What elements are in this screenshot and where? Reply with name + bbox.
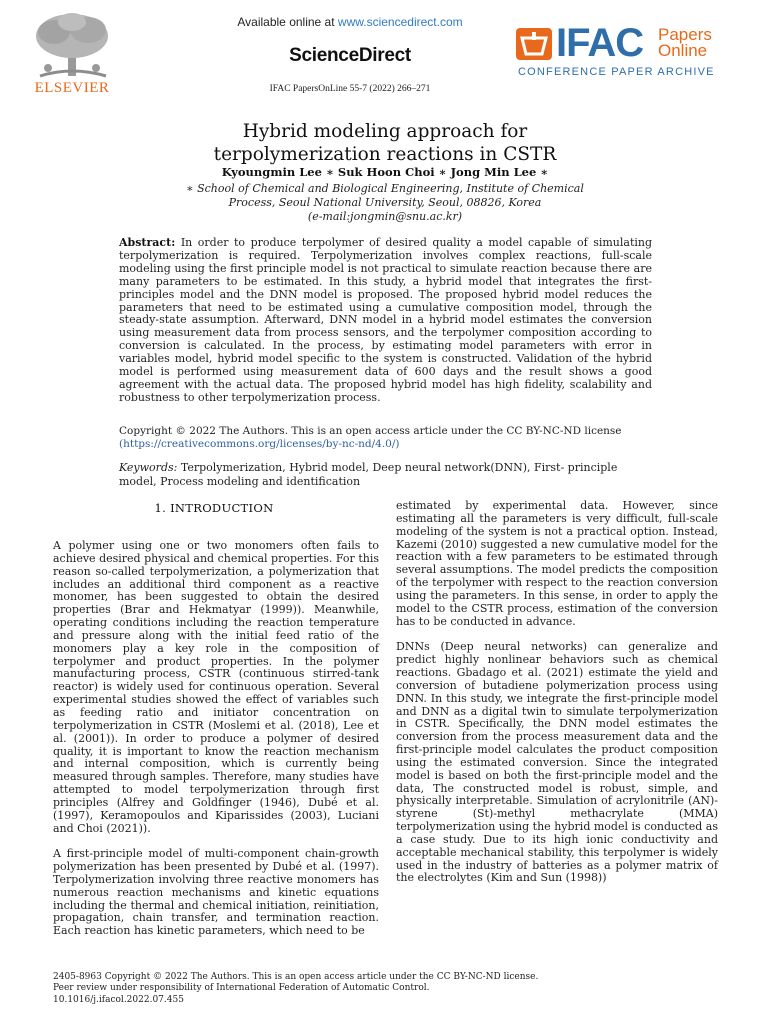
license-link[interactable]: (https://creativecommons.org/licenses/by-nc-nd/4.0/) [119,438,400,450]
conference-paper-archive-text: CONFERENCE PAPER ARCHIVE [518,66,715,78]
affiliation-line-2: Process, Seoul National University, Seoul, 08826, Korea [228,196,542,209]
ifac-papers-word: Papers [658,25,712,44]
page-footer [53,972,713,1006]
section-heading-introduction: 1. INTRODUCTION [154,501,274,515]
keywords [119,461,652,488]
footer-copyright: 2405-8963 Copyright © 2022 The Authors. This is an open access article under the CC BY-NC-ND license. [53,972,539,982]
ifac-emblem-icon [516,28,552,60]
sciencedirect-brand: ScienceDirect [289,45,411,66]
elsevier-wordmark: ELSEVIER [34,80,110,96]
affiliation-line-1: ∗ School of Chemical and Biological Engineering, Institute of Chemical [186,182,584,195]
affiliation [100,182,670,224]
abstract [119,237,652,405]
abstract-label: Abstract: [119,236,176,249]
keywords-text: Terpolymerization, Hybrid model, Deep neural network(DNN), First- principle model, Process modeling and identification [119,461,618,488]
author-list: Kyoungmin Lee ∗ Suk Hoon Choi ∗ Jong Min Lee ∗ [221,165,549,179]
paragraph: estimated by experimental data. However, since estimating all the parameters is very difficult, full-scale modeling of the system is not a practical option. Instead, Kazemi (2010) suggested a new cumulative model for the reaction with a few parameters to be estimated through several assumptions. The model predicts the composition of the terpolymer with respect to the reaction conversion using the parameters. In this sense, in order to apply the model to the CSTR process, estimation of the conversion has to be conducted in advance. [396,499,718,628]
ifac-wordmark: IFAC [556,21,644,65]
footer-doi[interactable]: 10.1016/j.ifacol.2022.07.455 [53,994,184,1005]
affiliation-email: (e-mail:jongmin@snu.ac.kr) [307,210,463,223]
copyright-notice [119,425,652,451]
copyright-text: Copyright © 2022 The Authors. This is an open access article under the CC BY-NC-ND license [119,425,622,437]
ifac-online-word: Online [658,41,708,60]
paper-title [100,120,670,166]
paragraph: DNNs (Deep neural networks) can generalize and predict highly nonlinear behaviors such as chemical reactions. Gbadago et al. (2021) estimate the yield and conversion of butadiene polymerization process using DNN. In this study, we integrate the first-principle model and DNN as a digital twin to simulate terpolymerization in CSTR. Specifically, the DNN model estimates the conversion from the process measurement data and the first-principle model calculates the product composition using the estimated conversion. Since the integrated model is based on both the first-principle model and the data, The constructed model is robust, simple, and physically interpretable. Simulation of acrylonitrile (AN)-styrene (St)-methyl methacrylate (MMA) terpolymerization using the hybrid model is conducted as a case study. Due to its high ionic conductivity and acceptable mechanical stability, this terpolymer is widely used in the industry of batteries as a polymer matrix of the electrolytes (Kim and Sun (1998)) [396,640,718,885]
journal-reference: IFAC PapersOnLine 55-7 (2022) 266–271 [269,84,431,94]
tree-logo-icon [20,10,125,82]
available-prefix: Available online at [237,15,338,29]
sciencedirect-link[interactable]: www.sciencedirect.com [337,15,463,29]
paragraph: A polymer using one or two monomers often fails to achieve desired physical and chemical properties. For this reason so-called terpolymerization, a polymerization that includes an additional third component as a reactive monomer, has been suggested to obtain the desired properties (Brar and Hekmatyar (1999)). Meanwhile, operating conditions including the reaction temperature and pressure along with the initial feed ratio of the monomers play a key role in the composition of terpolymer and product properties. In the polymer manufacturing process, CSTR (continuous stirred-tank reactor) is widely used for continuous operation. Several experimental studies showed the effect of variables such as feeding ratio and initiator concentration on terpolymerization in CSTR (Moslemi et al. (2018), Lee et al. (2001)). In order to produce a polymer of desired quality, it is important to know the reaction mechanism and internal composition, which is currently being measured through samples. Therefore, many studies have attempted to model terpolymerization through first principles (Alfrey and Goldfinger (1946), Dubé et al. (1997), Keramopoulos and Kiparissides (2003), Luciani and Choi (2021)). [53,539,379,835]
right-column [396,500,718,885]
available-online-line [200,15,500,29]
ifac-papers-online-text [658,27,712,59]
keywords-label: Keywords: [119,461,178,474]
title-line-2: terpolymerization reactions in CSTR [213,144,557,165]
title-line-1: Hybrid modeling approach for [242,121,528,142]
paragraph: A first-principle model of multi-component chain-growth polymerization has been presented by Dubé et al. (1997). Terpolymerization involving three reactive monomers has numerous reaction mechanisms and kinetic equations including the thermal and chemical initiation, reinitiation, propagation, chain transfer, and termination reaction. Each reaction has kinetic parameters, which need to be [53,847,379,938]
footer-peer-review: Peer review under responsibility of International Federation of Automatic Control. [53,983,430,994]
ifac-papers-online-logo [516,21,748,82]
left-column [53,540,379,938]
abstract-text: In order to produce terpolymer of desired quality a model capable of simulating terpolymerization is required. Terpolymerization involves complex reactions, full-scale modeling using the first principle model is not practical to simulate reaction because there are many parameters to be estimated. In this study, a hybrid model that integrates the first-principles model and the DNN model is proposed. The proposed hybrid model reduces the parameters that need to be estimated using a cumulative composition model, through the steady-state assumption. Afterward, DNN model in a hybrid model estimates the conversion using measurement data from process sensors, and the terpolymer composition according to conversion is calculated. In the process, by estimating model parameters with error in variables model, hybrid model specific to the system is constructed. Validation of the hybrid model is performed using measurement data of 600 days and the result shows a good agreement with the actual data. The proposed hybrid model has high fidelity, scalability and robustness to other terpolymerization process. [119,236,653,404]
